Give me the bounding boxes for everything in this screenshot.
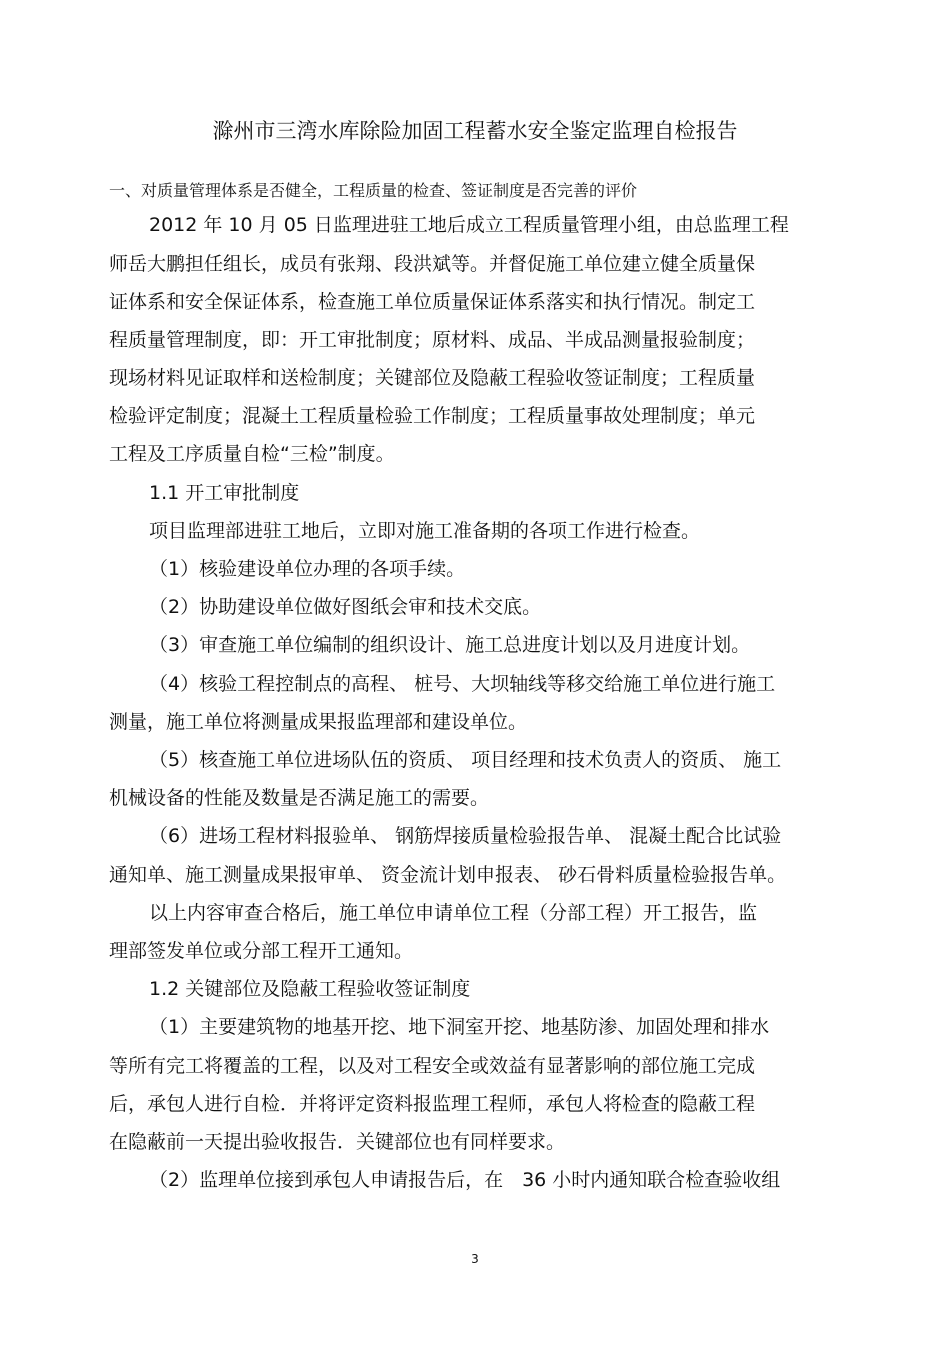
list-item-continuation: 机械设备的性能及数量是否满足施工的需要。 [109,787,490,809]
list-item: （4）核验工程控制点的高程、 桩号、大坝轴线等移交给施工单位进行施工 [149,673,776,695]
page-number: 3 [471,1252,479,1266]
paragraph-line: 现场材料见证取样和送检制度；关键部位及隐蔽工程验收签证制度；工程质量 [109,367,756,389]
list-item: （5）核查施工单位进场队伍的资质、 项目经理和技术负责人的资质、 施工 [149,749,782,771]
list-item-continuation: 后，承包人进行自检．并将评定资料报监理工程师，承包人将检查的隐蔽工程 [109,1093,756,1115]
list-item: （6）进场工程材料报验单、 钢筋焊接质量检验报告单、 混凝土配合比试验 [149,825,782,847]
section-heading: 一、对质量管理体系是否健全，工程质量的检查、签证制度是否完善的评价 [109,181,638,200]
list-item-continuation: 通知单、施工测量成果报审单、 资金流计划申报表、 砂石骨料质量检验报告单。 [109,864,787,886]
paragraph-line: 工程及工序质量自检“三检”制度。 [109,443,395,465]
paragraph-line: 师岳大鹏担任组长，成员有张翔、段洪斌等。并督促施工单位建立健全质量保 [109,253,756,275]
subsection-heading: 1.2 关键部位及隐蔽工程验收签证制度 [149,978,471,1000]
paragraph-line: 项目监理部进驻工地后，立即对施工准备期的各项工作进行检查。 [149,520,701,542]
list-item: （2）监理单位接到承包人申请报告后，在 36 小时内通知联合检查验收组 [149,1169,781,1191]
list-item-continuation: 等所有完工将覆盖的工程，以及对工程安全或效益有显著影响的部位施工完成 [109,1055,756,1077]
document-title: 滁州市三湾水库除险加固工程蓄水安全鉴定监理自检报告 [212,119,738,143]
list-item: （3）审查施工单位编制的组织设计、施工总进度计划以及月进度计划。 [149,634,751,656]
subsection-heading: 1.1 开工审批制度 [149,482,300,504]
list-item: （1）主要建筑物的地基开挖、地下洞室开挖、地基防渗、加固处理和排水 [149,1016,770,1038]
paragraph-line: 程质量管理制度，即：开工审批制度；原材料、成品、半成品测量报验制度； [109,329,756,351]
list-item: （2）协助建设单位做好图纸会审和技术交底。 [149,596,542,618]
paragraph-line: 理部签发单位或分部工程开工通知。 [109,940,414,962]
list-item-continuation: 在隐蔽前一天提出验收报告．关键部位也有同样要求。 [109,1131,566,1153]
paragraph-line: 检验评定制度；混凝土工程质量检验工作制度；工程质量事故处理制度；单元 [109,405,756,427]
paragraph-line: 证体系和安全保证体系，检查施工单位质量保证体系落实和执行情况。制定工 [109,291,756,313]
paragraph-line: 2012 年 10 月 05 日监理进驻工地后成立工程质量管理小组，由总监理工程 [149,214,789,236]
list-item: （1）核验建设单位办理的各项手续。 [149,558,466,580]
paragraph-line: 以上内容审查合格后，施工单位申请单位工程（分部工程）开工报告，监 [149,902,758,924]
list-item-continuation: 测量，施工单位将测量成果报监理部和建设单位。 [109,711,528,733]
